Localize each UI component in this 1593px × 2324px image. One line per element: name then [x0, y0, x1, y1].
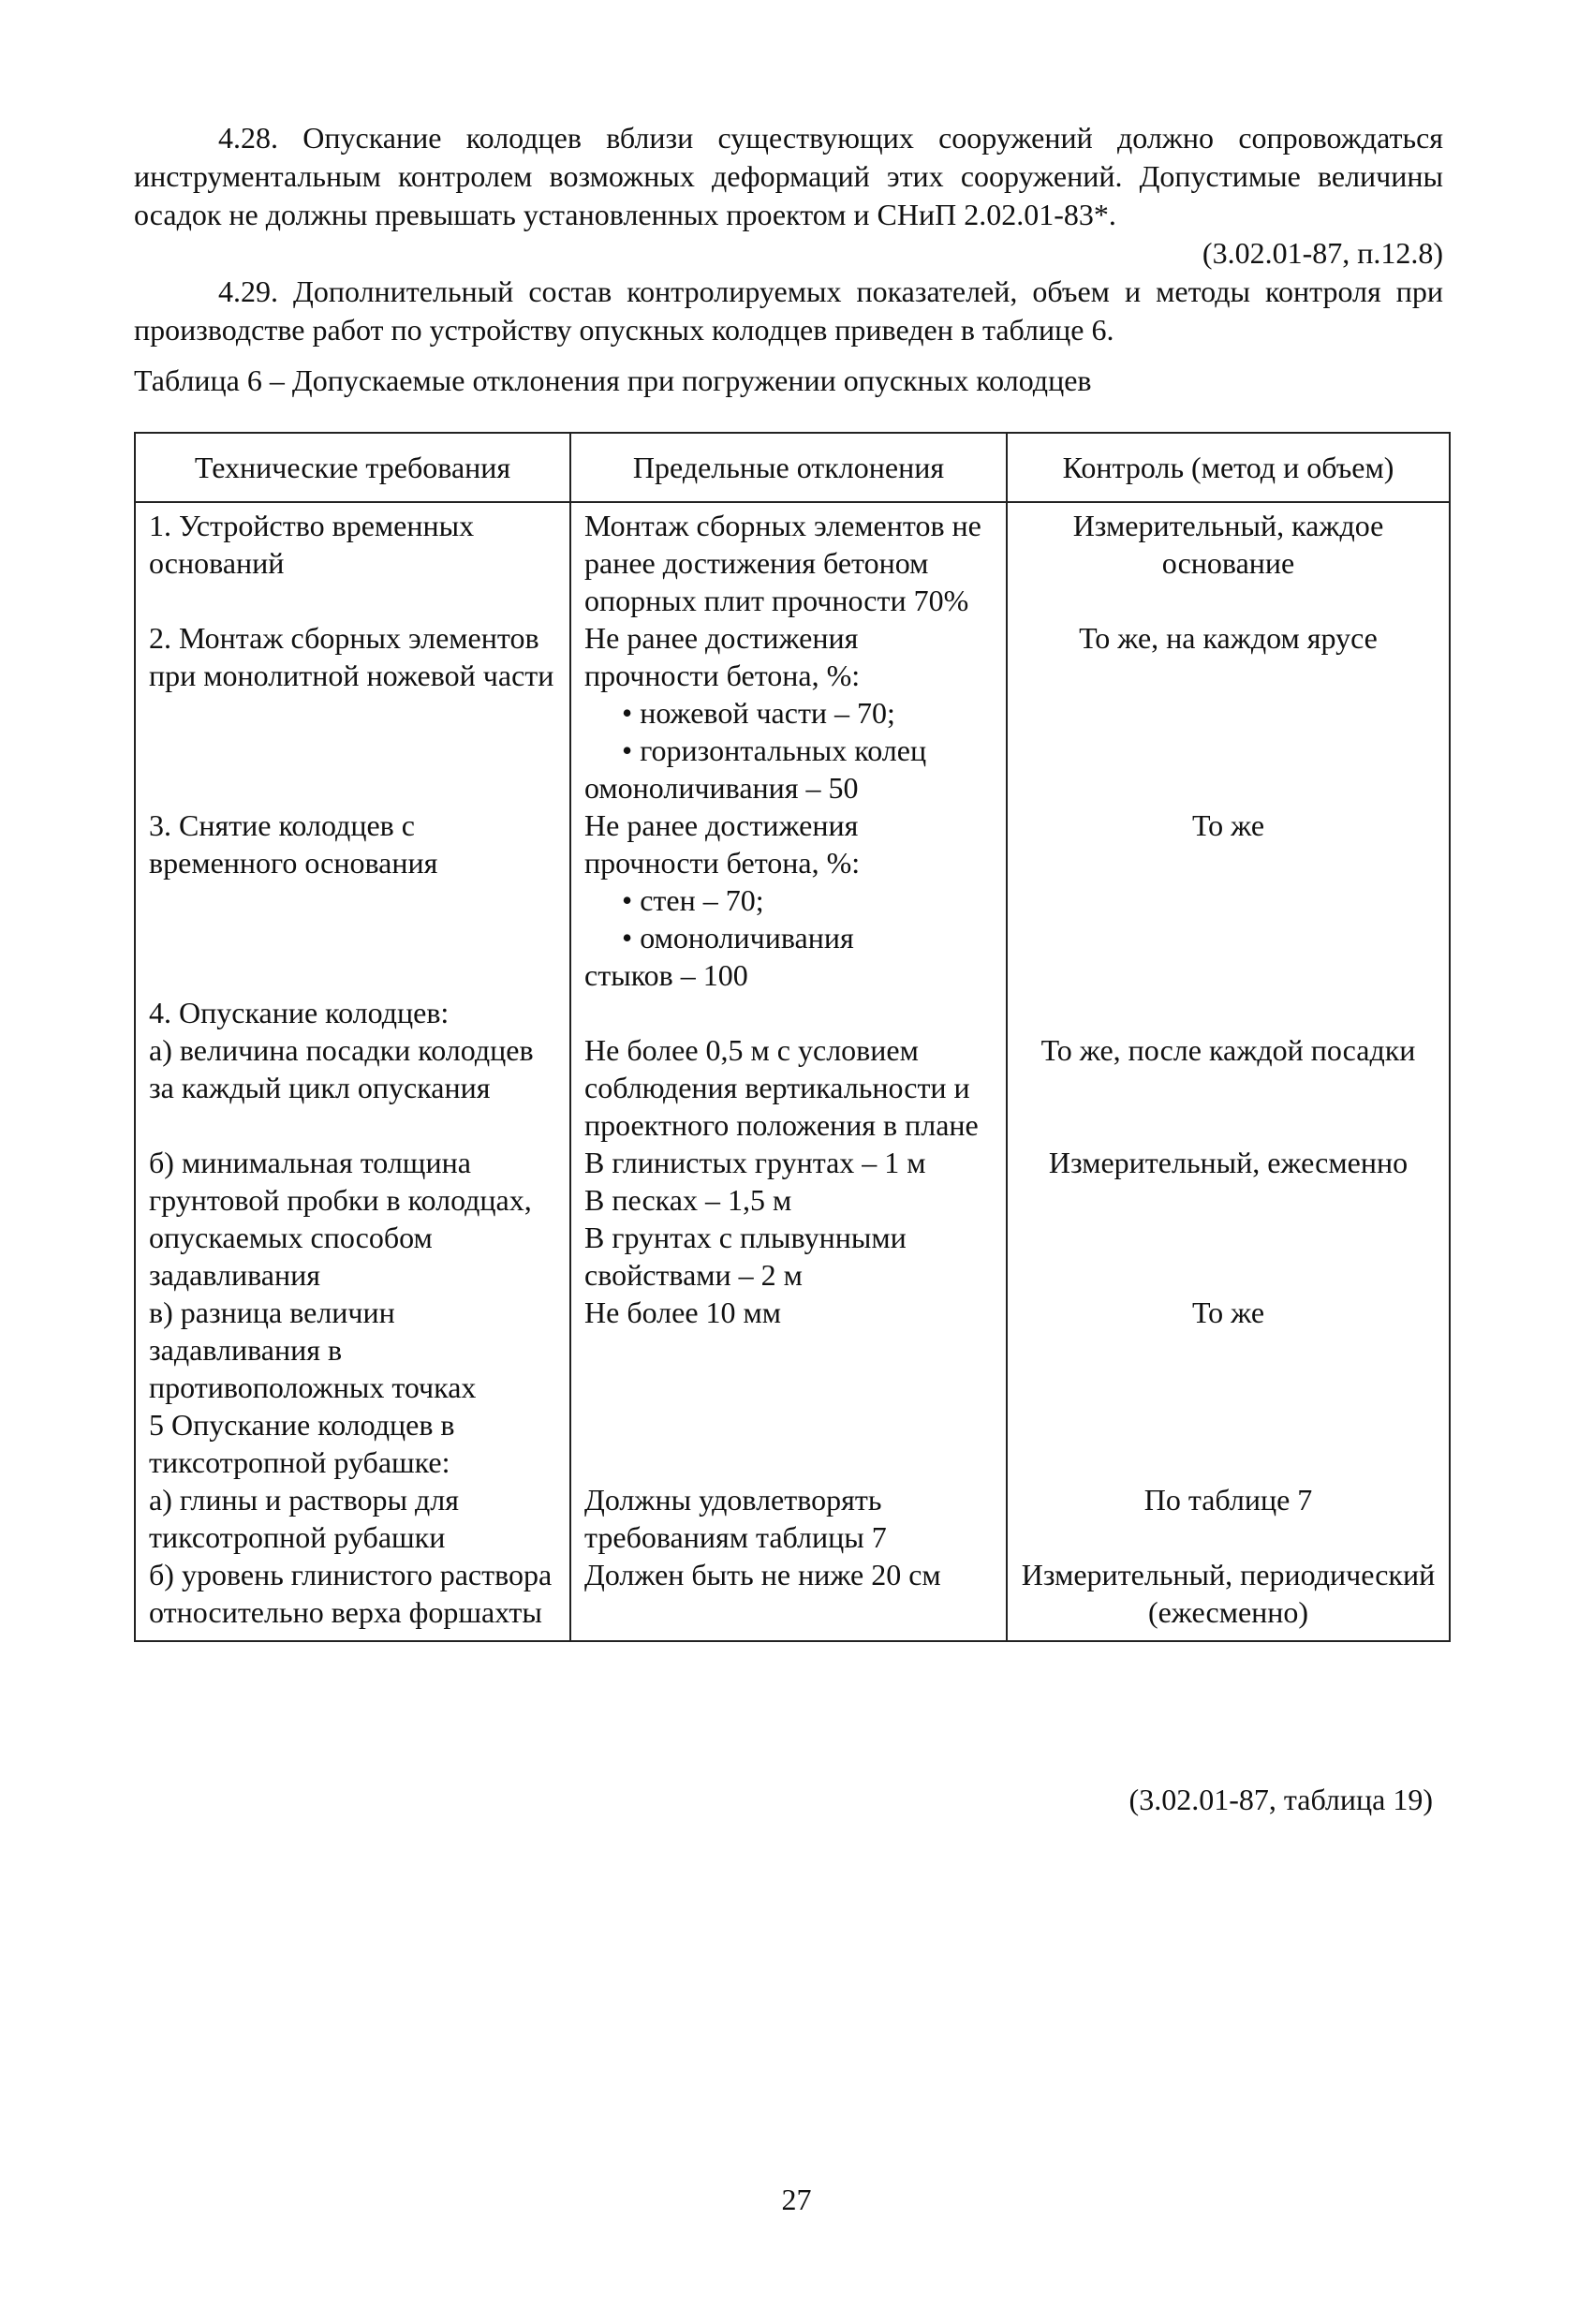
- cell-deviation: Должны удовлетворять требованиям таблицы 7: [570, 1481, 1007, 1556]
- cell-deviation: [570, 1144, 1007, 1294]
- cell-requirement: а) величина посадки колодцев за каждый цикл опускания: [135, 1031, 570, 1144]
- cell-control-empty: [1007, 1406, 1450, 1481]
- table-row: [135, 502, 1450, 619]
- paragraph-4-28-reference: (3.02.01-87, п.12.8): [1202, 236, 1443, 270]
- deviation-bullet-item: • ножевой части – 70;: [622, 696, 895, 730]
- deviation-line: омоноличивания – 50: [584, 771, 859, 805]
- cell-control: Измерительный, каждое основание: [1007, 502, 1450, 619]
- cell-requirement: 4. Опускание колодцев:: [135, 994, 570, 1031]
- cell-requirement: 2. Монтаж сборных элементов при монолитной ножевой части: [135, 619, 570, 807]
- cell-deviation: [570, 807, 1007, 994]
- table-header-row: [135, 433, 1450, 502]
- cell-deviation: Монтаж сборных элементов не ранее достижения бетоном опорных плит прочности 70%: [570, 502, 1007, 619]
- cell-deviation-empty: [570, 994, 1007, 1031]
- cell-control: То же: [1007, 1294, 1450, 1406]
- cell-control-empty: [1007, 994, 1450, 1031]
- deviation-bullet-item: • омоноличивания: [622, 921, 854, 955]
- cell-deviation: Не более 10 мм: [570, 1294, 1007, 1406]
- cell-deviation: Должен быть не ниже 20 см: [570, 1556, 1007, 1641]
- table-row: [135, 807, 1450, 994]
- deviation-line: В глинистых грунтах – 1 м: [584, 1146, 926, 1179]
- page-number: 27: [781, 2183, 812, 2216]
- cell-deviation-empty: [570, 1406, 1007, 1481]
- table-row: [135, 619, 1450, 807]
- table-row: [135, 994, 1450, 1031]
- tolerances-table: [134, 432, 1451, 1642]
- cell-requirement: 1. Устройство временных оснований: [135, 502, 570, 619]
- table-row: [135, 1144, 1450, 1294]
- cell-control: Измерительный, периодический (ежесменно): [1007, 1556, 1450, 1641]
- table-row: [135, 1406, 1450, 1481]
- deviation-line: Не ранее достижения прочности бетона, %:: [584, 621, 861, 692]
- deviation-bullet-item: • стен – 70;: [622, 883, 764, 917]
- table-source-reference: (3.02.01-87, таблица 19): [1128, 1783, 1433, 1816]
- cell-control: То же, на каждом ярусе: [1007, 619, 1450, 807]
- paragraph-4-28: [134, 119, 1443, 273]
- cell-control: Измерительный, ежесменно: [1007, 1144, 1450, 1294]
- deviation-line: Не ранее достижения прочности бетона, %:: [584, 808, 861, 880]
- cell-control: По таблице 7: [1007, 1481, 1450, 1556]
- cell-deviation: [570, 619, 1007, 807]
- cell-requirement: в) разница величин задавливания в противоположных точках: [135, 1294, 570, 1406]
- table-caption: Таблица 6 – Допускаемые отклонения при погружении опускных колодцев: [134, 363, 1092, 397]
- paragraph-4-29: [134, 273, 1443, 349]
- deviation-line: В грунтах с плывунными свойствами – 2 м: [584, 1221, 907, 1292]
- deviation-line: стыков – 100: [584, 958, 748, 992]
- cell-requirement: а) глины и растворы для тиксотропной рубашки: [135, 1481, 570, 1556]
- deviation-bullet-item: • горизонтальных колец: [622, 733, 927, 767]
- cell-requirement: 3. Снятие колодцев с временного основания: [135, 807, 570, 994]
- cell-control: То же, после каждой посадки: [1007, 1031, 1450, 1144]
- cell-requirement: б) минимальная толщина грунтовой пробки в колодцах, опускаемых способом задавливания: [135, 1144, 570, 1294]
- header-control-method: Контроль (метод и объем): [1007, 433, 1450, 502]
- table-row: [135, 1031, 1450, 1144]
- table-row: [135, 1556, 1450, 1641]
- cell-requirement: б) уровень глинистого раствора относительно верха форшахты: [135, 1556, 570, 1641]
- table-row: [135, 1294, 1450, 1406]
- header-technical-requirements: Технические требования: [135, 433, 570, 502]
- paragraph-4-29-text: 4.29. Дополнительный состав контролируемых показателей, объем и методы контроля при производстве работ по устройству опускных колодцев приведен в таблице 6.: [134, 274, 1443, 347]
- paragraph-4-28-text: 4.28. Опускание колодцев вблизи существующих сооружений должно сопровождаться инструментальным контролем возможных деформаций этих сооружений. Допустимые величины осадок не должны превышать установленных проектом и СНиП 2.02.01-83*.: [134, 121, 1443, 231]
- cell-deviation: Не более 0,5 м с условием соблюдения вертикальности и проектного положения в плане: [570, 1031, 1007, 1144]
- cell-requirement: 5 Опускание колодцев в тиксотропной рубашке:: [135, 1406, 570, 1481]
- cell-control: То же: [1007, 807, 1450, 994]
- deviation-line: В песках – 1,5 м: [584, 1183, 792, 1217]
- table-row: [135, 1481, 1450, 1556]
- header-limit-deviations: Предельные отклонения: [570, 433, 1007, 502]
